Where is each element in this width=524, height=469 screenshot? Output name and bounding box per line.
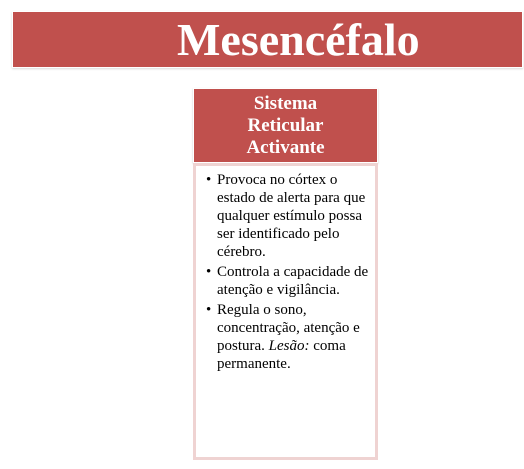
title-banner [12,11,523,68]
list-item [206,301,371,373]
list-item-text: Regula o sono, concentração, atenção e postura. [217,302,360,354]
page-title: Mesencéfalo [177,14,420,65]
lesao-text: coma permanente. [217,338,346,372]
bullet-icon: • [206,172,212,188]
lesao-label: Lesão: [268,338,310,354]
list-item [206,263,371,299]
card-body [193,163,378,460]
bullet-list [206,171,371,373]
list-item [206,171,371,261]
card-header [193,88,378,163]
card-header-label: Sistema Reticular Activante [246,92,325,158]
bullet-icon: • [206,302,212,318]
list-item-text: Provoca no córtex o estado de alerta para que qualquer estímulo possa ser identificado pelo cérebro. [217,172,366,260]
bullet-icon: • [206,264,212,280]
list-item-text: Controla a capacidade de atenção e vigilância. [217,264,369,298]
